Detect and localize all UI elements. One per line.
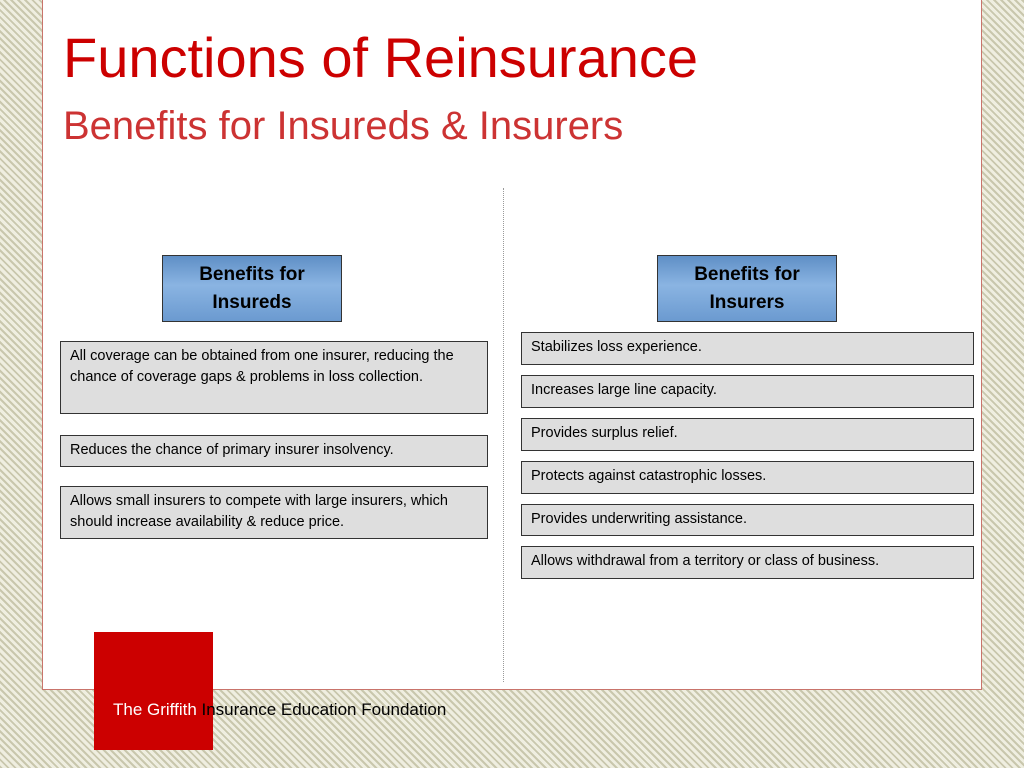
insurers-item: Provides surplus relief.: [521, 418, 974, 451]
slide-title: Functions of Reinsurance: [63, 26, 699, 89]
insurers-header-line1: Benefits for: [694, 263, 800, 285]
insurers-item: Allows withdrawal from a territory or class of business.: [521, 546, 974, 579]
insurers-item: Protects against catastrophic losses.: [521, 461, 974, 494]
insurers-item: Increases large line capacity.: [521, 375, 974, 408]
slide: [42, 0, 982, 690]
slide-subtitle: Benefits for Insureds & Insurers: [63, 104, 624, 148]
footer-logo-block: [94, 632, 213, 750]
insureds-item: All coverage can be obtained from one insurer, reducing the chance of coverage gaps & problems in loss collection.: [60, 341, 488, 414]
footer-rest: Insurance Education Foundation: [196, 700, 447, 719]
footer-brand: The Griffith: [113, 700, 197, 719]
column-divider: [503, 188, 504, 682]
insureds-item: Reduces the chance of primary insurer insolvency.: [60, 435, 488, 467]
insureds-header-line1: Benefits for: [199, 263, 305, 285]
insureds-header: [162, 255, 342, 322]
insureds-header-line2: Insureds: [212, 291, 292, 313]
insurers-header: [657, 255, 837, 322]
footer-foundation-name: [113, 699, 446, 721]
insurers-item: Stabilizes loss experience.: [521, 332, 974, 365]
insureds-item: Allows small insurers to compete with large insurers, which should increase availability & reduce price.: [60, 486, 488, 539]
insurers-header-line2: Insurers: [709, 291, 785, 313]
insurers-item: Provides underwriting assistance.: [521, 504, 974, 536]
